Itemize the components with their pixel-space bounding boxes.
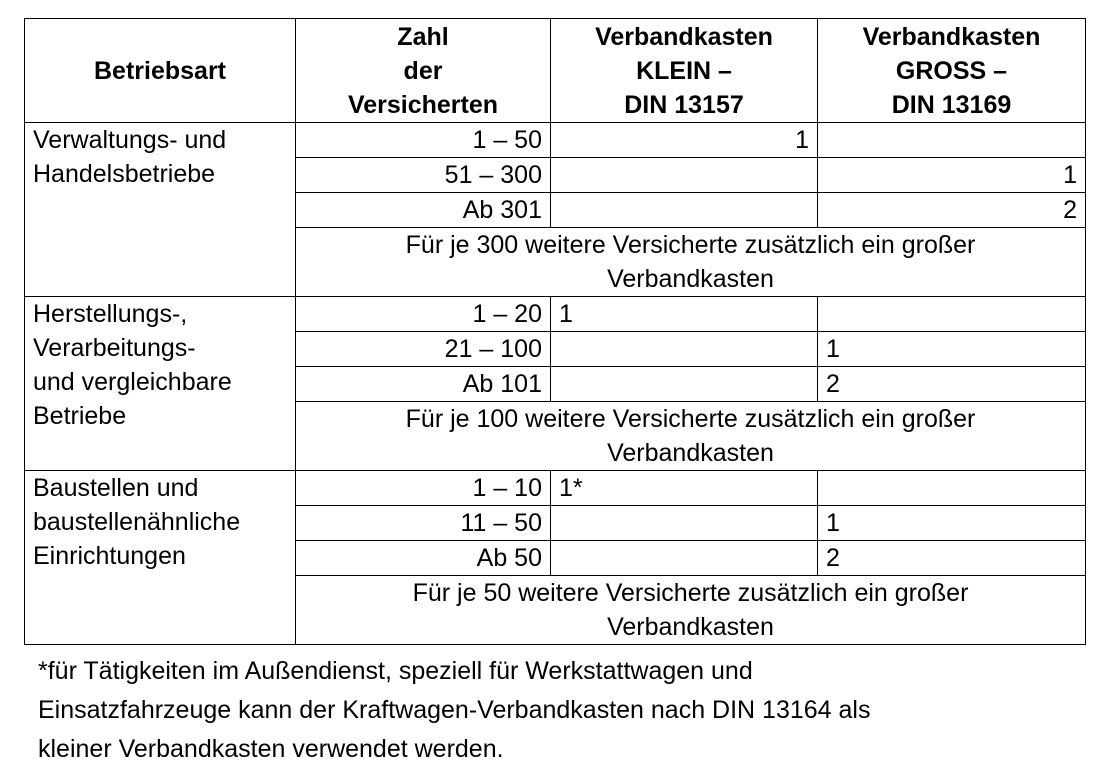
- group-label-herstellung: Herstellungs-, Verarbeitungs- und vergleichbare Betriebe: [25, 297, 296, 471]
- range-cell: 1 – 20: [296, 297, 551, 332]
- table-row: [25, 297, 1086, 332]
- range-cell: 21 – 100: [296, 332, 551, 367]
- klein-cell: [551, 332, 818, 367]
- table-row: [25, 471, 1086, 506]
- gross-cell: [818, 471, 1086, 506]
- klein-cell: 1*: [551, 471, 818, 506]
- group-note: Für je 50 weitere Versicherte zusätzlich ein großer Verbandkasten: [296, 576, 1086, 645]
- gross-cell: 1: [818, 332, 1086, 367]
- klein-cell: 1: [551, 123, 818, 158]
- klein-cell: [551, 506, 818, 541]
- verbandkasten-table: [24, 18, 1086, 645]
- klein-cell: [551, 158, 818, 193]
- range-cell: 11 – 50: [296, 506, 551, 541]
- klein-cell: [551, 541, 818, 576]
- header-verbandkasten-klein: Verbandkasten KLEIN – DIN 13157: [551, 19, 818, 123]
- range-cell: 1 – 10: [296, 471, 551, 506]
- range-cell: Ab 101: [296, 367, 551, 402]
- group-note: Für je 100 weitere Versicherte zusätzlich ein großer Verbandkasten: [296, 402, 1086, 471]
- header-row: [25, 19, 1086, 123]
- range-cell: 51 – 300: [296, 158, 551, 193]
- range-cell: Ab 301: [296, 193, 551, 228]
- group-label-baustellen: Baustellen und baustellenähnliche Einrichtungen: [25, 471, 296, 645]
- table-row: [25, 123, 1086, 158]
- gross-cell: 1: [818, 158, 1086, 193]
- gross-cell: 2: [818, 541, 1086, 576]
- header-betriebsart: Betriebsart: [25, 19, 296, 123]
- range-cell: Ab 50: [296, 541, 551, 576]
- gross-cell: [818, 297, 1086, 332]
- footnote: *für Tätigkeiten im Außendienst, speziell für Werkstattwagen und Einsatzfahrzeuge kann der Kraftwagen-Verbandkasten nach DIN 13164 als kleiner Verbandkasten verwendet werden.: [38, 657, 871, 763]
- klein-cell: [551, 193, 818, 228]
- header-zahl-versicherte: Zahl der Versicherten: [296, 19, 551, 123]
- gross-cell: 2: [818, 367, 1086, 402]
- klein-cell: 1: [551, 297, 818, 332]
- klein-cell: [551, 367, 818, 402]
- gross-cell: [818, 123, 1086, 158]
- range-cell: 1 – 50: [296, 123, 551, 158]
- header-verbandkasten-gross: Verbandkasten GROSS – DIN 13169: [818, 19, 1086, 123]
- group-label-verwaltung: Verwaltungs- und Handelsbetriebe: [25, 123, 296, 297]
- group-note: Für je 300 weitere Versicherte zusätzlich ein großer Verbandkasten: [296, 228, 1086, 297]
- gross-cell: 2: [818, 193, 1086, 228]
- gross-cell: 1: [818, 506, 1086, 541]
